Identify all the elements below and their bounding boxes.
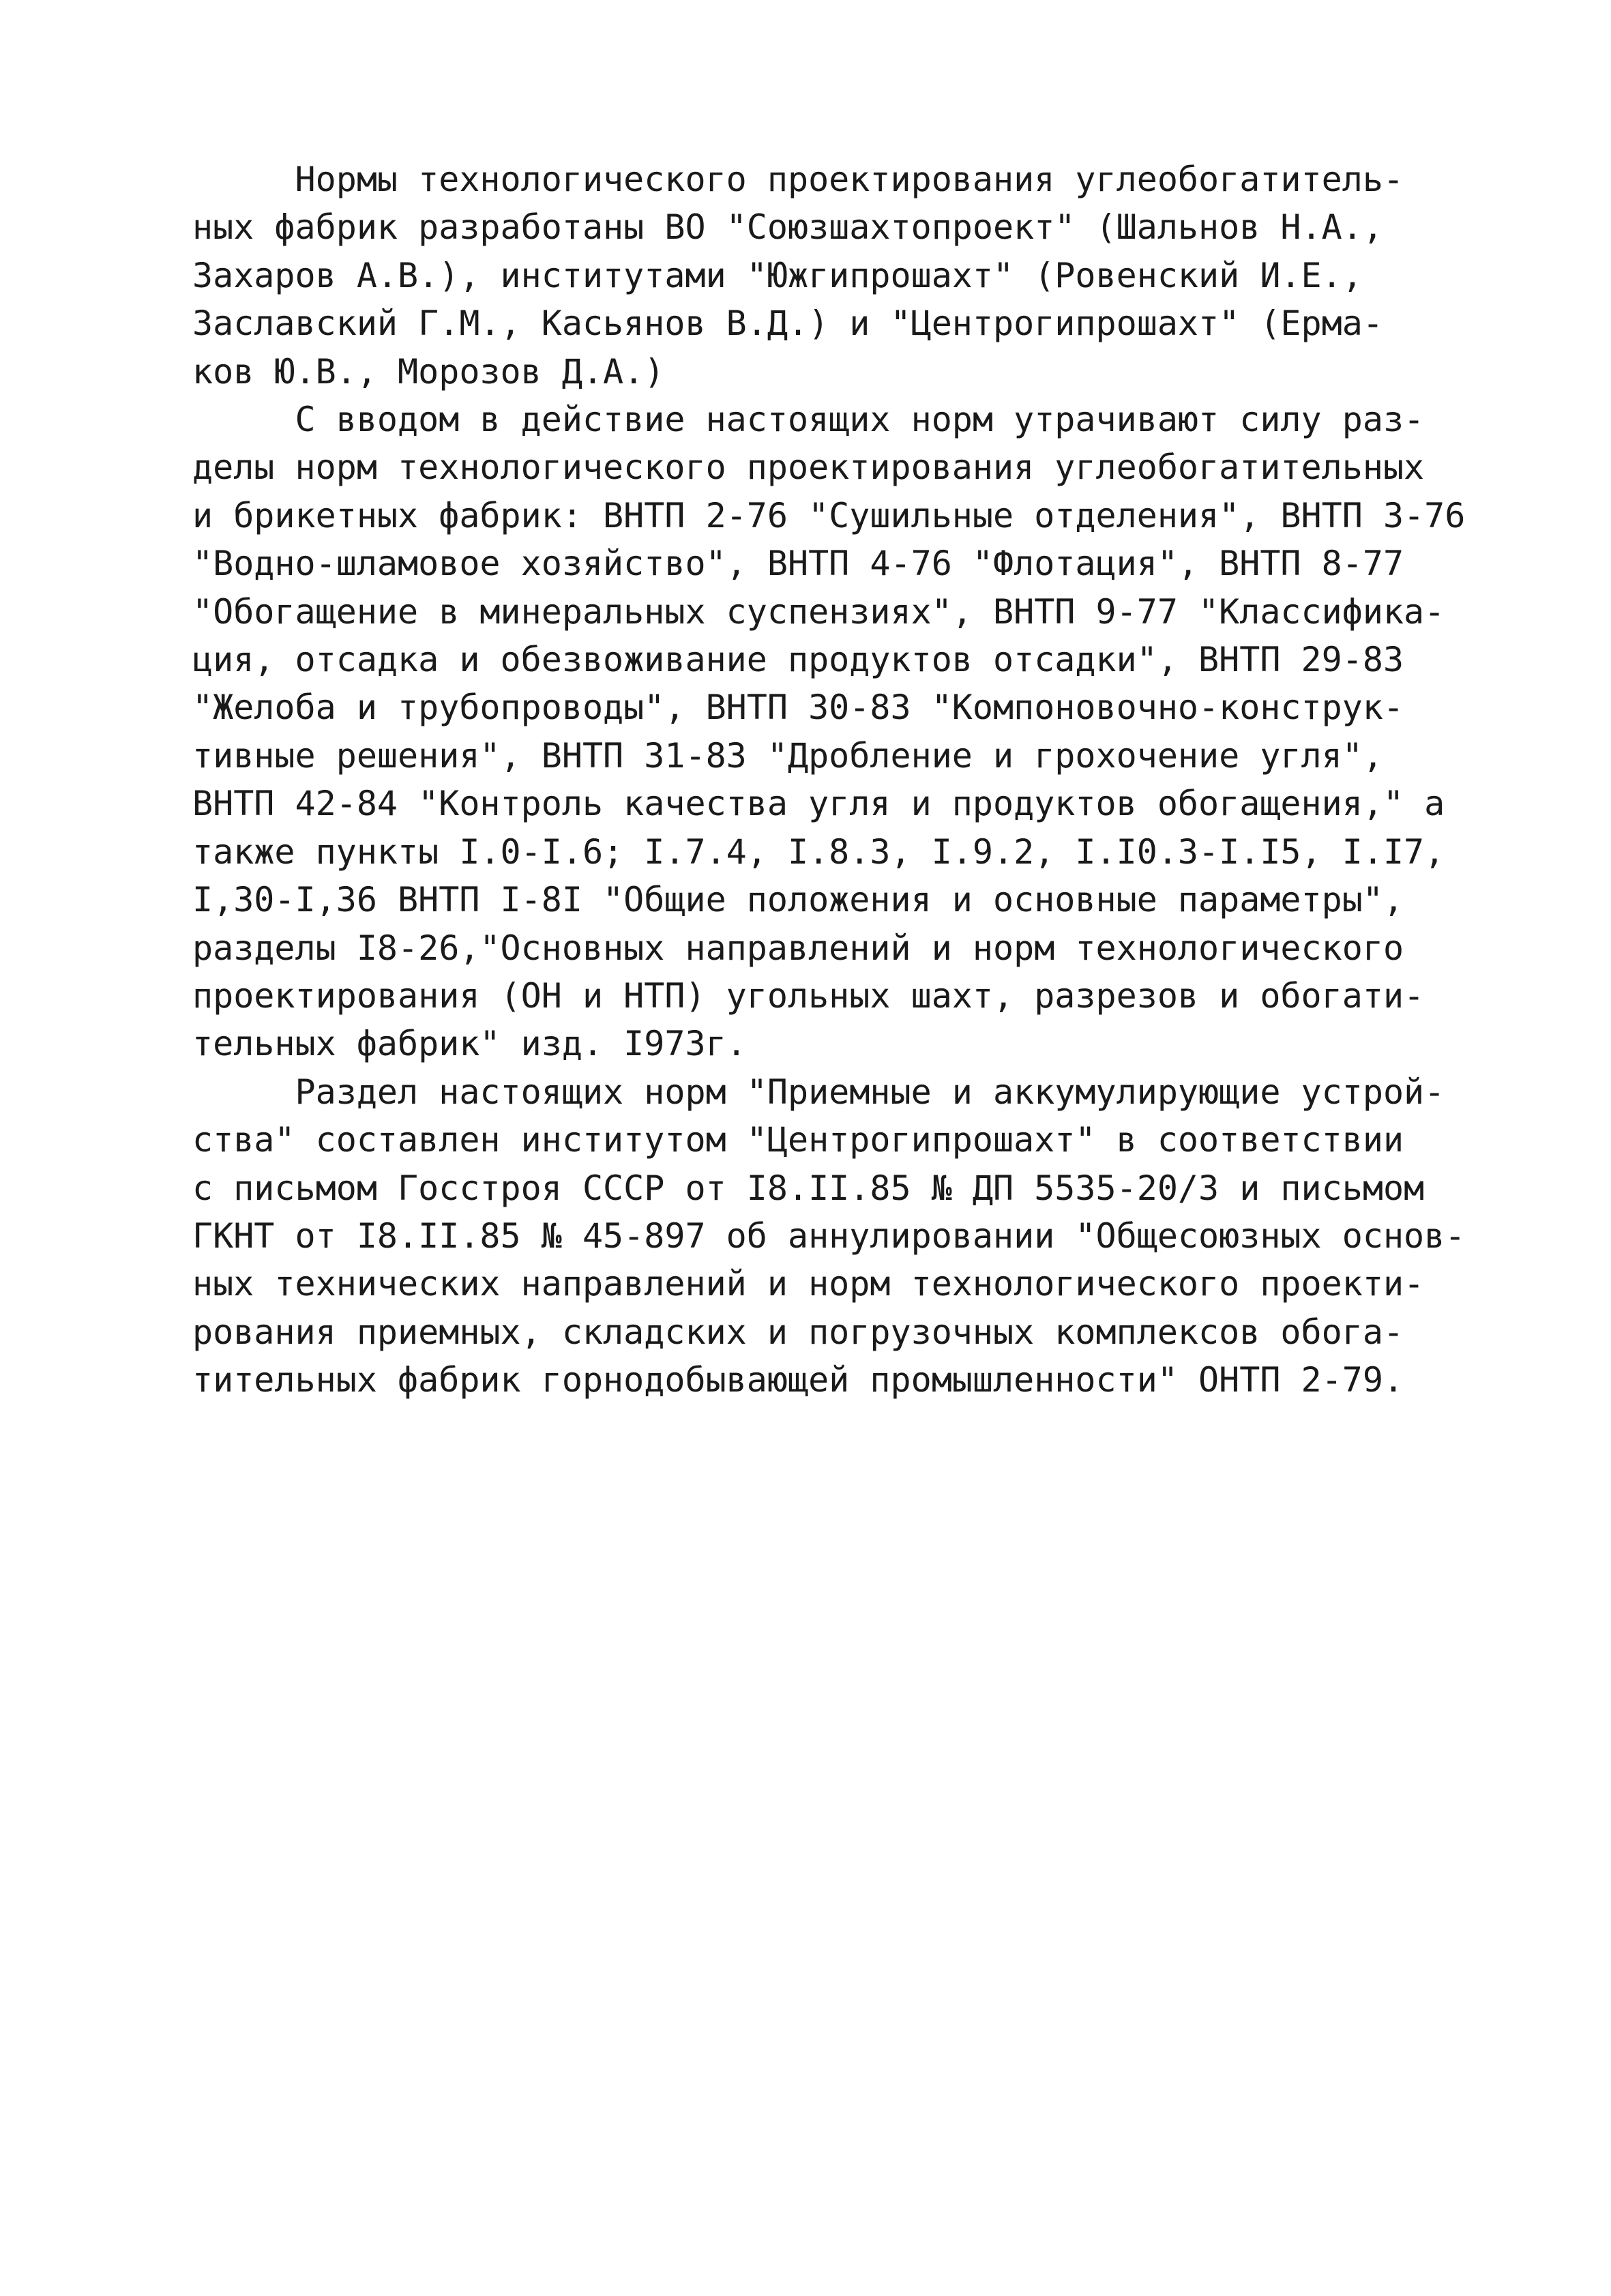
text-line: разделы I8-26,"Основных направлений и норм технологического	[192, 928, 1404, 968]
text-line: с письмом Госстроя СССР от I8.II.85 № ДП 5535-20/3 и письмом	[192, 1168, 1425, 1208]
text-line: Раздел настоящих норм "Приемные и аккумулирующие устрой-	[192, 1072, 1445, 1112]
text-line: ных фабрик разработаны ВО "Союзшахтопроект" (Шальнов Н.А.,	[192, 207, 1383, 248]
text-line: ков Ю.В., Морозов Д.А.)	[192, 351, 665, 392]
text-line: ГКНТ от I8.II.85 № 45-897 об аннулировании "Общесоюзных основ-	[192, 1216, 1466, 1256]
text-line: I,30-I,36 ВНТП I-8I "Общие положения и основные параметры",	[192, 880, 1404, 920]
text-line: рования приемных, складских и погрузочных комплексов обога-	[192, 1312, 1404, 1352]
text-line: Заславский Г.М., Касьянов В.Д.) и "Центрогипрошахт" (Ерма-	[192, 304, 1383, 344]
document-body	[192, 156, 1466, 1404]
text-line: ства" составлен институтом "Центрогипрошахт" в соответствии	[192, 1120, 1404, 1160]
text-line: проектирования (ОН и НТП) угольных шахт, разрезов и обогати-	[192, 975, 1425, 1016]
text-line: делы норм технологического проектирования углеобогатительных	[192, 447, 1425, 488]
text-line: Нормы технологического проектирования углеобогатитель-	[192, 160, 1404, 199]
text-line: ВНТП 42-84 "Контроль качества угля и продуктов обогащения," а	[192, 784, 1445, 824]
text-line: также пункты I.0-I.6; I.7.4, I.8.3, I.9.2, I.I0.3-I.I5, I.I7,	[192, 831, 1445, 872]
text-line: и брикетных фабрик: ВНТП 2-76 "Сушильные отделения", ВНТП 3-76	[192, 495, 1466, 535]
text-line: ных технических направлений и норм технологического проекти-	[192, 1264, 1425, 1304]
text-line: С вводом в действие настоящих норм утрачивают силу раз-	[192, 400, 1425, 440]
text-line: тительных фабрик горнодобывающей промышленности" ОНТП 2-79.	[192, 1360, 1404, 1400]
text-line: тивные решения", ВНТП 31-83 "Дробление и грохочение угля",	[192, 735, 1383, 776]
text-line: "Водно-шламовое хозяйство", ВНТП 4-76 "Флотация", ВНТП 8-77	[192, 544, 1404, 584]
text-line: "Желоба и трубопроводы", ВНТП 30-83 "Компоновочно-конструк-	[192, 688, 1404, 728]
text-line: Захаров А.В.), институтами "Южгипрошахт" (Ровенский И.Е.,	[192, 255, 1363, 295]
text-line: тельных фабрик" изд. I973г.	[192, 1024, 747, 1064]
text-line: "Обогащение в минеральных суспензиях", ВНТП 9-77 "Классифика-	[192, 591, 1445, 632]
text-line: ция, отсадка и обезвоживание продуктов отсадки", ВНТП 29-83	[192, 640, 1404, 680]
